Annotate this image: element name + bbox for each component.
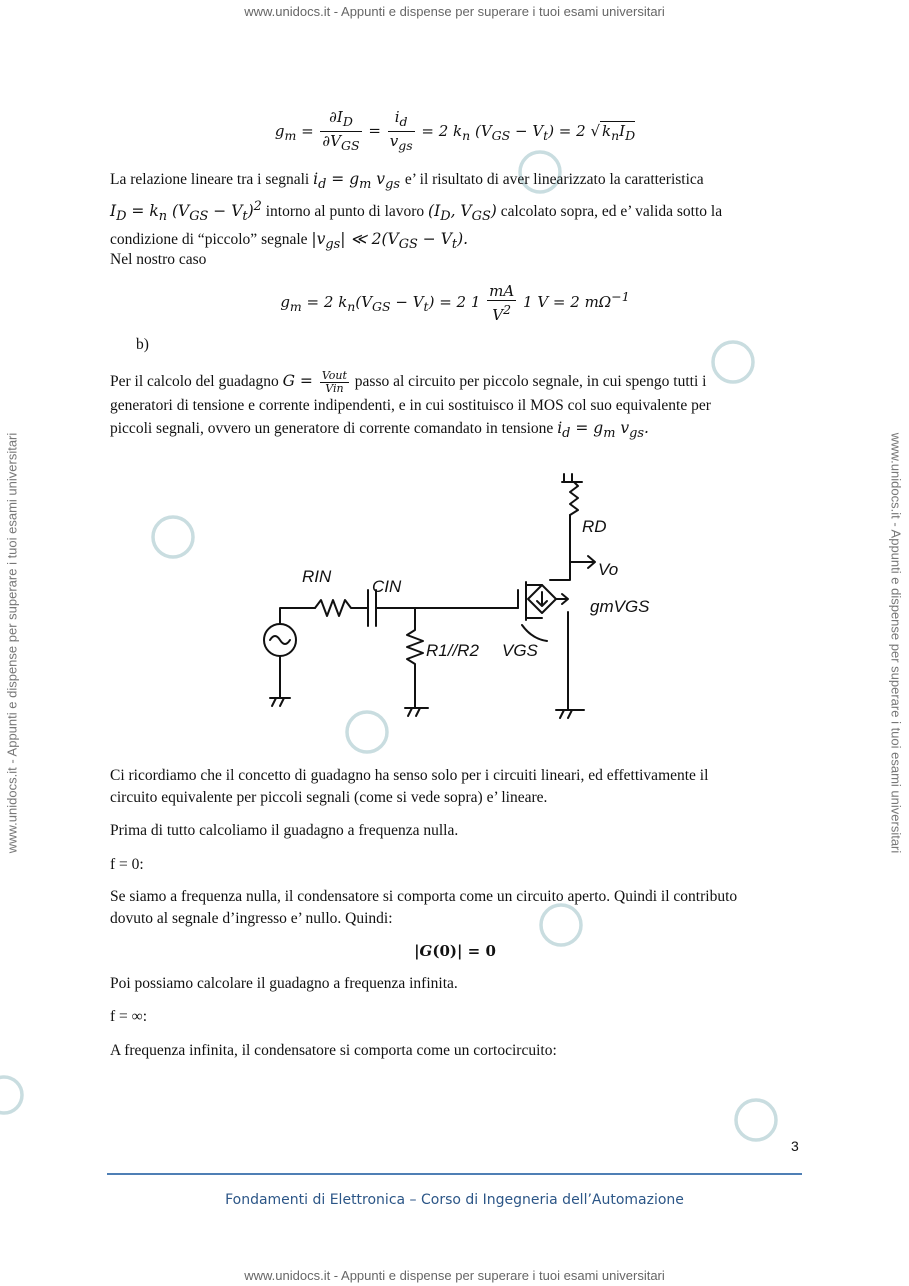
paragraph-short-circuit: A frequenza infinita, il condensatore si comporta come un cortocircuito:	[110, 1042, 557, 1059]
equation-gm: $g_m$ = $\frac{\partial I_D}{\partial V_{GS}}$ = $\frac{i_d}{v_{gs}}$ = 2 $k_n$ $(V_{GS} - V_t) = 2$ √ $k_nI_D$	[274, 108, 636, 153]
paragraph-gain: Per il calcolo del guadagno G = $\frac{\text{Vout}}{\text{Vin}}$ passo al circuito per piccolo segnale, in cui spengo tutti i generatori di tensione e corrente indipendenti, e in cui sostituisco il MOS col suo equivalente per piccoli segnali, ovvero un generatore di corrente comandato in tensione $i_d = g_m$ $v_{gs}$.	[110, 369, 711, 442]
label-rd: RD	[582, 517, 607, 536]
label-r1-r2: R1//R2	[426, 641, 479, 660]
label-rin: RIN	[302, 567, 332, 586]
equation-gm-value: $g_m = 2$ $k_n(V_{GS} - V_t) = 2$ 1 $\frac{mA}{V^2}$ 1 V = 2 $m\Omega^{-1}$	[280, 282, 630, 324]
equation-g0: |G(0)| = 0	[414, 942, 496, 960]
paragraph-linear-relation: La relazione lineare tra i segnali $i_d = g_m$ $v_{gs}$ e’ il risultato di aver linearizzato la caratteristica $I_D = k_n$ $(V_{GS} - V_t)^2$ intorno al punto di lavoro ($I_D$, $V_{GS}$) calcolato sopra, ed e’ valida sotto la condizione di “piccolo” segnale $|v_{gs}|$ ≪ $2(V_{GS} - V_t)$.	[110, 170, 723, 253]
label-f-zero: f = 0:	[110, 856, 144, 873]
page-number: 3	[791, 1138, 799, 1154]
paragraph-open-circuit: Se siamo a frequenza nulla, il condensatore si comporta come un circuito aperto. Quindi il contributo dovuto al segnale d’ingresso e’ nullo. Quindi:	[110, 888, 738, 927]
label-gm-vgs: gmVGS	[590, 597, 650, 616]
small-signal-circuit-diagram	[250, 470, 670, 740]
watermark-top: www.unidocs.it - Appunti e dispense per superare i tuoi esami universitari	[244, 4, 665, 19]
label-f-infinity: f = ∞:	[110, 1008, 148, 1025]
label-vgs: VGS	[502, 641, 538, 660]
paragraph-nostro-caso: Nel nostro caso	[110, 251, 207, 268]
label-vo: Vo	[598, 560, 619, 579]
watermark-bottom: www.unidocs.it - Appunti e dispense per superare i tuoi esami universitari	[244, 1268, 665, 1283]
paragraph-infinite-frequency: Poi possiamo calcolare il guadagno a frequenza infinita.	[110, 975, 458, 992]
label-cin: CIN	[372, 577, 402, 596]
paragraph-linear-circuits: Ci ricordiamo che il concetto di guadagno ha senso solo per i circuiti lineari, ed effettivamente il circuito equivalente per piccoli segnali (come si vede sopra) e’ lineare.	[110, 767, 709, 806]
item-label-b: b)	[136, 336, 149, 353]
footer-course-title: Fondamenti di Elettronica – Corso di Ingegneria dell’Automazione	[225, 1192, 684, 1208]
paragraph-zero-frequency: Prima di tutto calcoliamo il guadagno a frequenza nulla.	[110, 822, 459, 839]
footer-divider	[107, 1173, 802, 1175]
